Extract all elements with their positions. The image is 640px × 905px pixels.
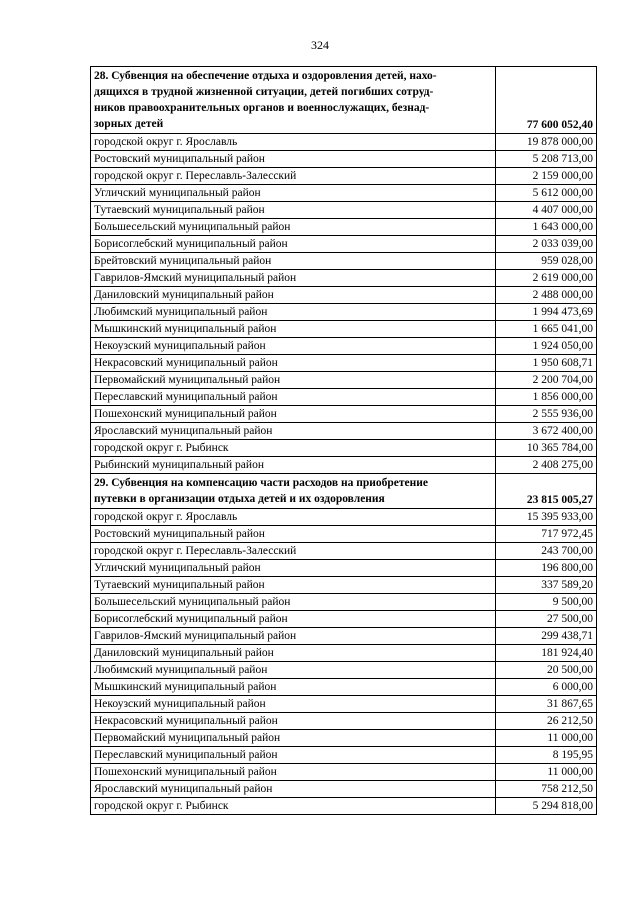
district-name: Большесельский муниципальный район [91,219,496,236]
district-amount: 5 612 000,00 [496,185,597,202]
district-name: Ростовский муниципальный район [91,526,496,543]
table-row [91,219,597,236]
district-amount: 1 950 608,71 [496,355,597,372]
district-name: Борисоглебский муниципальный район [91,611,496,628]
section-title-line: ников правоохранительных органов и военнослужащих, безнад- [94,102,430,114]
district-amount: 717 972,45 [496,526,597,543]
district-amount: 10 365 784,00 [496,440,597,457]
table-row [91,372,597,389]
district-name: Ростовский муниципальный район [91,151,496,168]
district-name: Мышкинский муниципальный район [91,321,496,338]
district-amount: 299 438,71 [496,628,597,645]
district-name: Борисоглебский муниципальный район [91,236,496,253]
district-name: Некрасовский муниципальный район [91,355,496,372]
table-row [91,457,597,474]
district-name: Гаврилов-Ямский муниципальный район [91,628,496,645]
district-amount: 1 856 000,00 [496,389,597,406]
subsidy-table [90,66,597,815]
district-amount: 9 500,00 [496,594,597,611]
district-amount: 15 395 933,00 [496,509,597,526]
district-amount: 758 212,50 [496,781,597,798]
district-amount: 11 000,00 [496,764,597,781]
table-row [91,645,597,662]
district-amount: 2 555 936,00 [496,406,597,423]
table-row [91,764,597,781]
table-row [91,168,597,185]
table-row [91,338,597,355]
district-amount: 2 619 000,00 [496,270,597,287]
district-name: Даниловский муниципальный район [91,287,496,304]
district-amount: 27 500,00 [496,611,597,628]
district-amount: 196 800,00 [496,560,597,577]
district-amount: 1 665 041,00 [496,321,597,338]
district-amount: 2 033 039,00 [496,236,597,253]
table-row [91,253,597,270]
district-amount: 337 589,20 [496,577,597,594]
district-amount: 2 488 000,00 [496,287,597,304]
district-name: Первомайский муниципальный район [91,372,496,389]
table-row [91,543,597,560]
district-amount: 959 028,00 [496,253,597,270]
district-name: Гаврилов-Ямский муниципальный район [91,270,496,287]
district-name: Первомайский муниципальный район [91,730,496,747]
table-row [91,577,597,594]
table-row [91,355,597,372]
district-name: городской округ г. Ярославль [91,509,496,526]
table-row [91,270,597,287]
district-amount: 2 408 275,00 [496,457,597,474]
district-amount: 20 500,00 [496,662,597,679]
section-title-line: путевки в организации отдыха детей и их оздоровления [94,493,385,505]
district-name: Угличский муниципальный район [91,560,496,577]
table-row [91,526,597,543]
district-amount: 1 643 000,00 [496,219,597,236]
section-title-line: 28. Субвенция на обеспечение отдыха и оздоровления детей, нахо- [94,70,437,82]
district-amount: 11 000,00 [496,730,597,747]
subsidy-table-body [91,67,597,815]
district-amount: 26 212,50 [496,713,597,730]
table-row [91,151,597,168]
district-name: Любимский муниципальный район [91,662,496,679]
district-name: Некрасовский муниципальный район [91,713,496,730]
district-amount: 243 700,00 [496,543,597,560]
district-name: Ярославский муниципальный район [91,781,496,798]
table-row [91,440,597,457]
district-name: Некоузский муниципальный район [91,696,496,713]
table-row [91,509,597,526]
district-amount: 5 208 713,00 [496,151,597,168]
section-title-line: зорных детей [94,118,164,130]
district-name: Большесельский муниципальный район [91,594,496,611]
table-row [91,611,597,628]
table-row [91,679,597,696]
district-name: Угличский муниципальный район [91,185,496,202]
table-row [91,713,597,730]
district-amount: 4 407 000,00 [496,202,597,219]
district-name: городской округ г. Переславль-Залесский [91,543,496,560]
table-row [91,628,597,645]
table-row [91,406,597,423]
table-row [91,304,597,321]
district-amount: 8 195,95 [496,747,597,764]
table-row [91,662,597,679]
district-amount: 181 924,40 [496,645,597,662]
section-header-row [91,474,597,509]
table-row [91,594,597,611]
district-name: Мышкинский муниципальный район [91,679,496,696]
table-row [91,236,597,253]
table-row [91,560,597,577]
section-total: 77 600 052,40 [496,67,597,134]
district-amount: 1 924 050,00 [496,338,597,355]
district-name: Тутаевский муниципальный район [91,202,496,219]
section-title-line: дящихся в трудной жизненной ситуации, детей погибших сотруд- [94,86,434,98]
table-row [91,321,597,338]
page-number: 324 [311,38,329,52]
district-amount: 2 200 704,00 [496,372,597,389]
district-name: Тутаевский муниципальный район [91,577,496,594]
table-row [91,696,597,713]
district-name: городской округ г. Переславль-Залесский [91,168,496,185]
table-row [91,781,597,798]
table-row [91,798,597,815]
table-row [91,287,597,304]
district-name: Рыбинский муниципальный район [91,457,496,474]
table-row [91,202,597,219]
district-name: городской округ г. Ярославль [91,134,496,151]
district-name: Даниловский муниципальный район [91,645,496,662]
table-row [91,134,597,151]
district-amount: 2 159 000,00 [496,168,597,185]
district-amount: 3 672 400,00 [496,423,597,440]
district-name: Брейтовский муниципальный район [91,253,496,270]
district-amount: 31 867,65 [496,696,597,713]
table-row [91,423,597,440]
table-row [91,185,597,202]
district-name: Некоузский муниципальный район [91,338,496,355]
section-header-row [91,67,597,134]
district-name: Пошехонский муниципальный район [91,764,496,781]
district-name: Переславский муниципальный район [91,389,496,406]
section-title [91,67,496,134]
district-name: городской округ г. Рыбинск [91,798,496,815]
district-name: Любимский муниципальный район [91,304,496,321]
table-row [91,389,597,406]
district-amount: 1 994 473,69 [496,304,597,321]
district-amount: 6 000,00 [496,679,597,696]
section-title-line: 29. Субвенция на компенсацию части расходов на приобретение [94,477,428,489]
district-amount: 5 294 818,00 [496,798,597,815]
district-amount: 19 878 000,00 [496,134,597,151]
district-name: Ярославский муниципальный район [91,423,496,440]
district-name: Пошехонский муниципальный район [91,406,496,423]
district-name: Переславский муниципальный район [91,747,496,764]
section-total: 23 815 005,27 [496,474,597,509]
table-row [91,747,597,764]
district-name: городской округ г. Рыбинск [91,440,496,457]
table-row [91,730,597,747]
section-title [91,474,496,509]
